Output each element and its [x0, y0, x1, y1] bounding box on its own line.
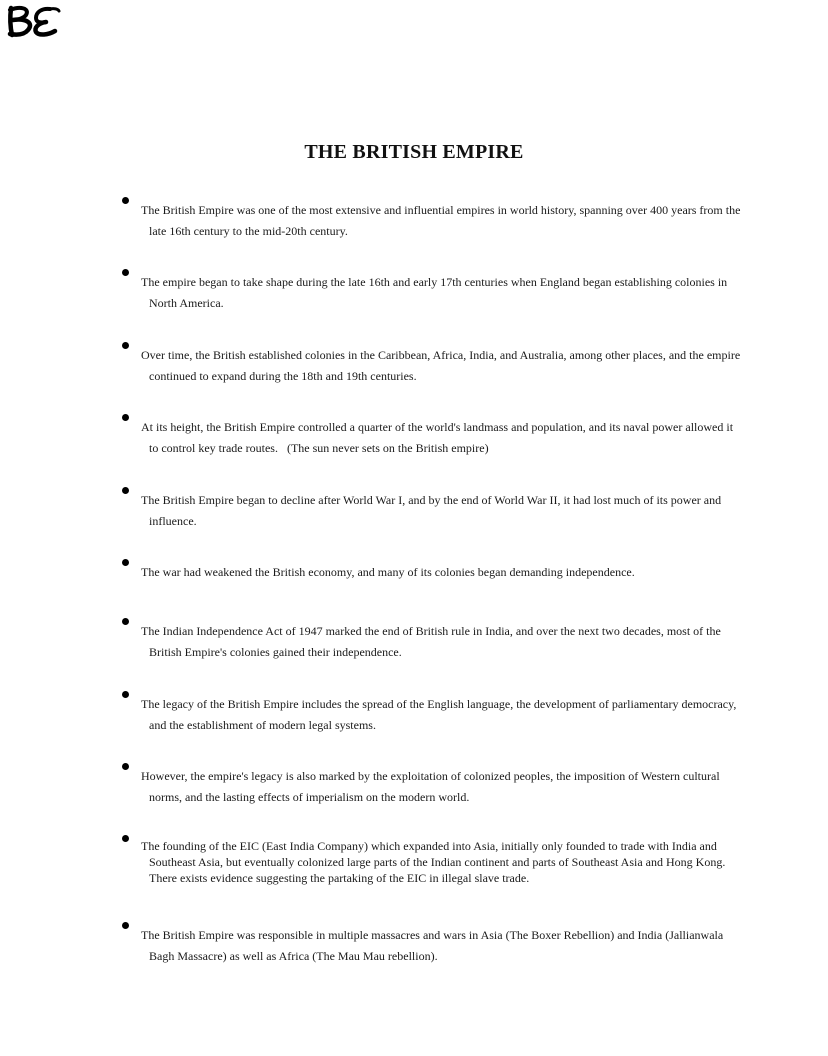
bullet-point: [122, 414, 129, 421]
bullet-point: [122, 763, 129, 770]
bullet-point: [122, 197, 129, 204]
bullet-point: [122, 487, 129, 494]
list-item: [122, 200, 742, 242]
list-item: [122, 925, 742, 967]
list-item-text: Over time, the British established colonies in the Caribbean, Africa, India, and Australia, among other places, and the empire continued to expand during the 18th and 19th centuries.: [141, 348, 741, 383]
list-item: [122, 838, 742, 886]
list-item-text: The empire began to take shape during the late 16th and early 17th centuries when England began establishing colonies in North America.: [141, 275, 728, 310]
list-item-text: At its height, the British Empire controlled a quarter of the world's landmass and population, and its naval power allowed it to control key trade routes. (The sun never sets on the British empire): [141, 420, 737, 455]
list-item-text: The war had weakened the British economy, and many of its colonies began demanding independence.: [141, 565, 635, 579]
list-item-text: However, the empire's legacy is also marked by the exploitation of colonized peoples, the imposition of Western cultural norms, and the lasting effects of imperialism on the modern world.: [141, 769, 720, 804]
bullet-point: [122, 269, 129, 276]
list-item-text: The Indian Independence Act of 1947 marked the end of British rule in India, and over the next two decades, most of the British Empire's colonies gained their independence.: [141, 624, 721, 659]
list-item: [122, 272, 742, 314]
list-item: [122, 490, 742, 532]
bullet-point: [122, 691, 129, 698]
list-item-text: The British Empire was responsible in multiple massacres and wars in Asia (The Boxer Rebellion) and India (Jallianwala Bagh Massacre) as well as Africa (The Mau Mau rebellion).: [141, 928, 724, 963]
list-item: [122, 562, 742, 583]
list-item: [122, 345, 742, 387]
list-item: [122, 694, 742, 736]
bullet-point: [122, 835, 129, 842]
list-item: [122, 417, 742, 459]
list-item-text: The founding of the EIC (East India Company) which expanded into Asia, initially only founded to trade with India and Southeast Asia, but eventually colonized large parts of the Indian continent and parts of Southeast Asia and Hong Kong. There exists evidence suggesting the partaking of the EIC in illegal slave trade.: [141, 839, 726, 885]
list-item-text: The legacy of the British Empire includes the spread of the English language, the development of parliamentary democracy, and the establishment of modern legal systems.: [141, 697, 737, 732]
list-item-text: The British Empire was one of the most extensive and influential empires in world history, spanning over 400 years from the late 16th century to the mid-20th century.: [141, 203, 741, 238]
bullet-point: [122, 559, 129, 566]
be-logo: [6, 4, 62, 38]
list-item-text: The British Empire began to decline after World War I, and by the end of World War II, it had lost much of its power and influence.: [141, 493, 722, 528]
bullet-point: [122, 618, 129, 625]
bullet-point: [122, 342, 129, 349]
bullet-point: [122, 922, 129, 929]
list-item: [122, 766, 742, 808]
list-item: [122, 621, 742, 663]
page-title: THE BRITISH EMPIRE: [304, 141, 524, 163]
be-logo-mark: [6, 4, 62, 38]
